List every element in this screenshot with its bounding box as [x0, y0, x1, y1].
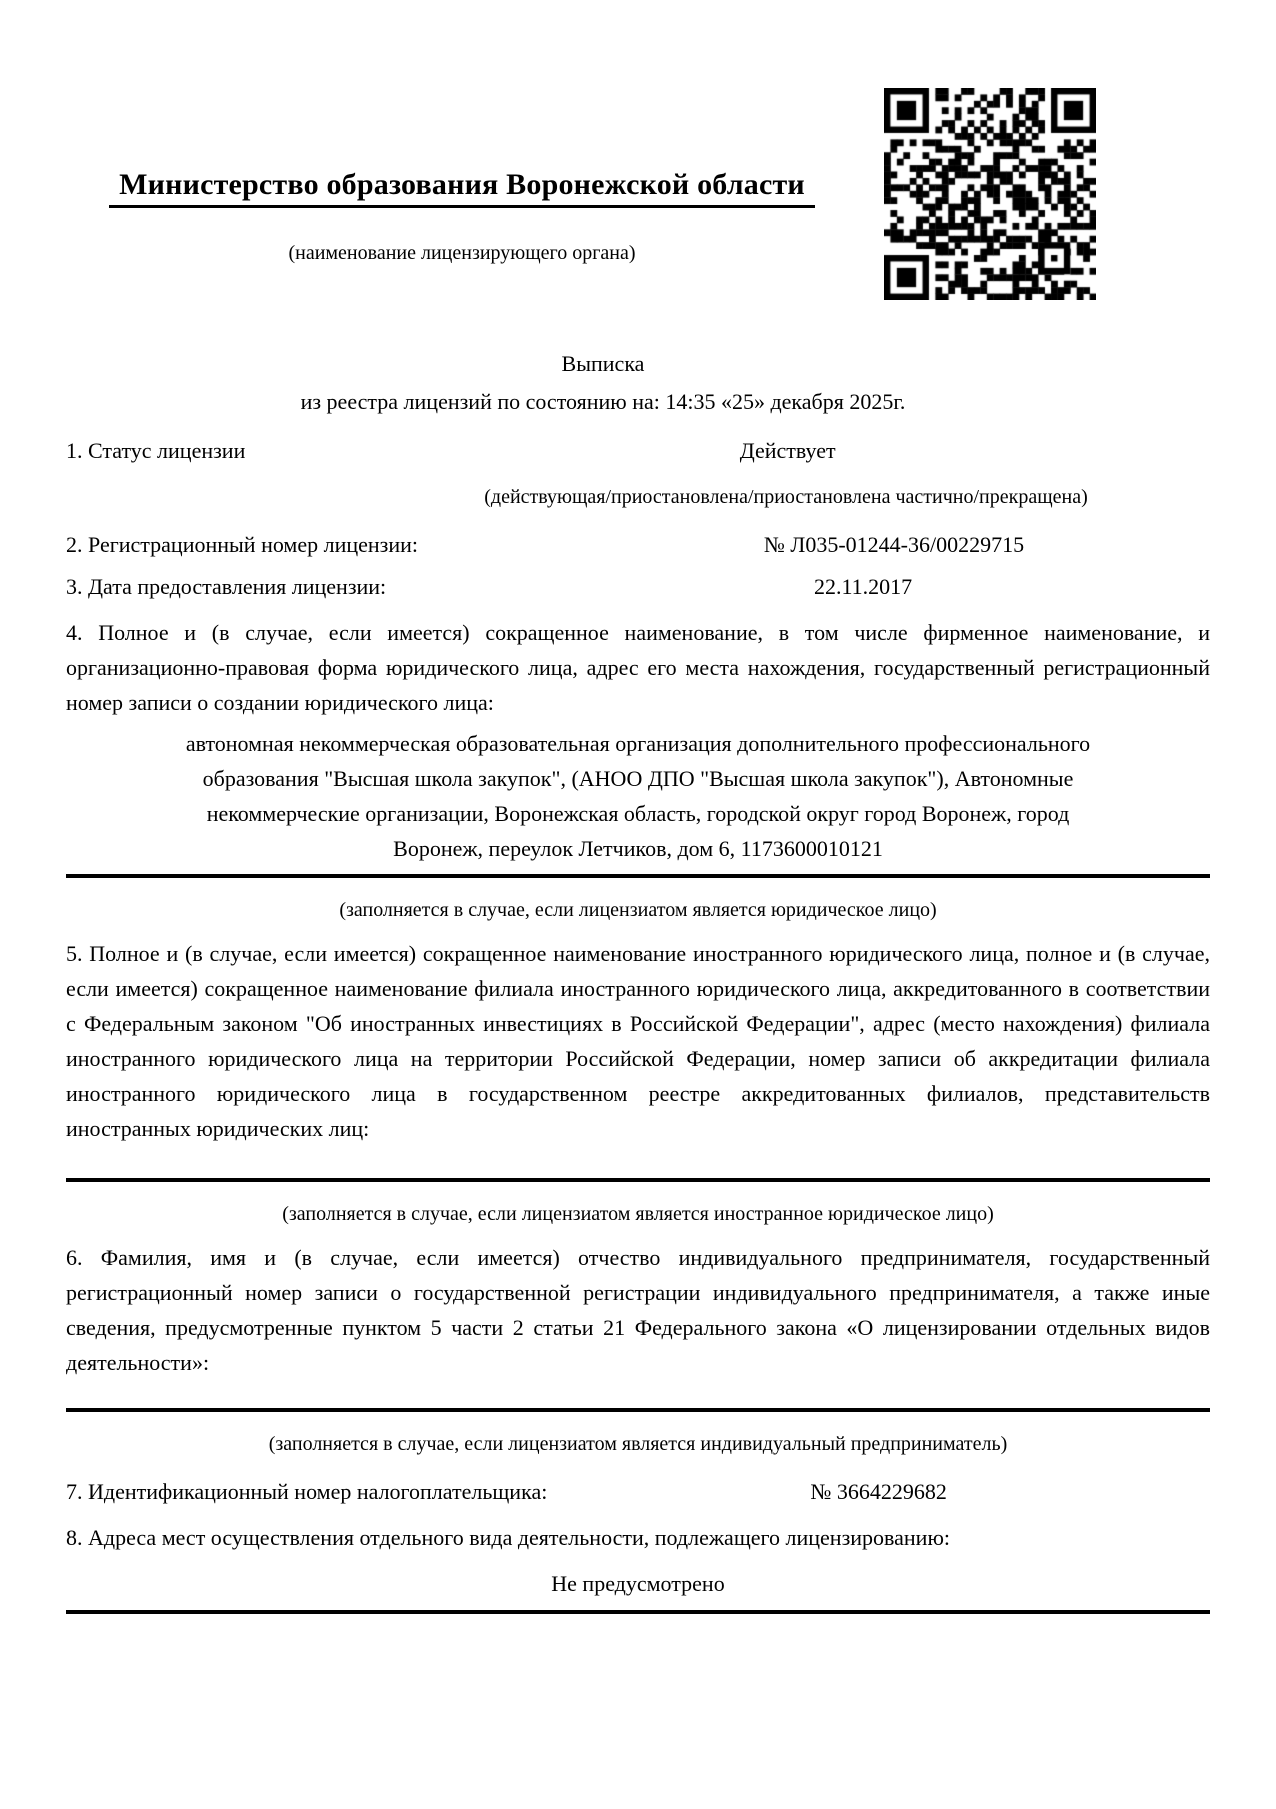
divider-entrepreneur: [66, 1408, 1210, 1412]
taxpayer-id-row: [66, 1478, 1210, 1506]
registration-number-value: № Л035-01244-36/00229715: [763, 532, 1025, 557]
activity-addresses-label: 8. Адреса мест осуществления отдельного вида деятельности, подлежащего лицензированию:: [66, 1525, 950, 1550]
license-status-note: (действующая/приостановлена/приостановлена частично/прекращена): [484, 486, 1088, 508]
activity-addresses-value: Не предусмотрено: [551, 1571, 725, 1596]
divider-bottom: [66, 1610, 1210, 1614]
registration-number-row: [66, 531, 1210, 559]
legal-entity-name-label: 4. Полное и (в случае, если имеется) сокращенное наименование, в том числе фирменное наименование, и организационно-правовая форма юридического лица, адрес его места нахождения, государственный регистрационный номер записи о создании юридического лица:: [66, 620, 1210, 715]
license-status-value: Действует: [739, 438, 836, 463]
document-subtitle: из реестра лицензий по состоянию на: 14:35 «25» декабря 2025г.: [300, 389, 906, 414]
license-status-label: 1. Статус лицензии: [66, 438, 246, 463]
document-header: [66, 0, 1210, 345]
licensing-authority-caption: (наименование лицензирующего органа): [288, 242, 636, 264]
license-date-label: 3. Дата предоставления лицензии:: [66, 574, 387, 599]
divider-legal-entity: [66, 874, 1210, 878]
qr-code: [884, 88, 1096, 300]
document-title-block: [66, 345, 1210, 421]
licensing-authority-block: [66, 168, 858, 265]
activity-addresses-row: [66, 1524, 1210, 1552]
license-date-row: [66, 573, 1210, 601]
legal-entity-note: (заполняется в случае, если лицензиатом является юридическое лицо): [339, 899, 937, 921]
registration-number-label: 2. Регистрационный номер лицензии:: [66, 532, 419, 557]
legal-entity-name-value: автономная некоммерческая образовательная организация дополнительного профессионального образования "Высшая школа закупок", (АНОО ДПО "Высшая школа закупок"), Автономные некоммерческие организации, Воронежская область, городской округ город Воронеж, город Воронеж, переулок Летчиков, дом 6, 1173600010121: [185, 731, 1091, 861]
entrepreneur-note: (заполняется в случае, если лицензиатом является индивидуальный предприниматель): [268, 1433, 1008, 1455]
divider-foreign-entity: [66, 1178, 1210, 1182]
licensing-authority-name: Министерство образования Воронежской области: [109, 168, 815, 208]
foreign-entity-label: 5. Полное и (в случае, если имеется) сокращенное наименование иностранного юридического лица, полное и (в случае, если имеется) сокращенное наименование филиала иностранного юридического лица, аккредитованного в соответствии с Федеральным законом "Об иностранных инвестициях в Российской Федерации", адрес (место нахождения) филиала иностранного юридического лица на территории Российской Федерации, номер записи об аккредитации филиала иностранного юридического лица в государственном реестре аккредитованных филиалов, представительств иностранных юридических лиц:: [66, 941, 1210, 1141]
document-title: Выписка: [561, 351, 645, 376]
license-date-value: 22.11.2017: [813, 574, 913, 599]
foreign-entity-note: (заполняется в случае, если лицензиатом является иностранное юридическое лицо): [282, 1203, 994, 1225]
entrepreneur-label: 6. Фамилия, имя и (в случае, если имеется) отчество индивидуального предпринимателя, государственный регистрационный номер записи о государственной регистрации индивидуального предпринимателя, а также иные сведения, предусмотренные пунктом 5 части 2 статьи 21 Федерального закона «О лицензировании отдельных видов деятельности»:: [66, 1245, 1210, 1375]
taxpayer-id-value: № 3664229682: [810, 1479, 947, 1504]
license-status-row: [66, 437, 1210, 465]
taxpayer-id-label: 7. Идентификационный номер налогоплательщика:: [66, 1479, 548, 1504]
